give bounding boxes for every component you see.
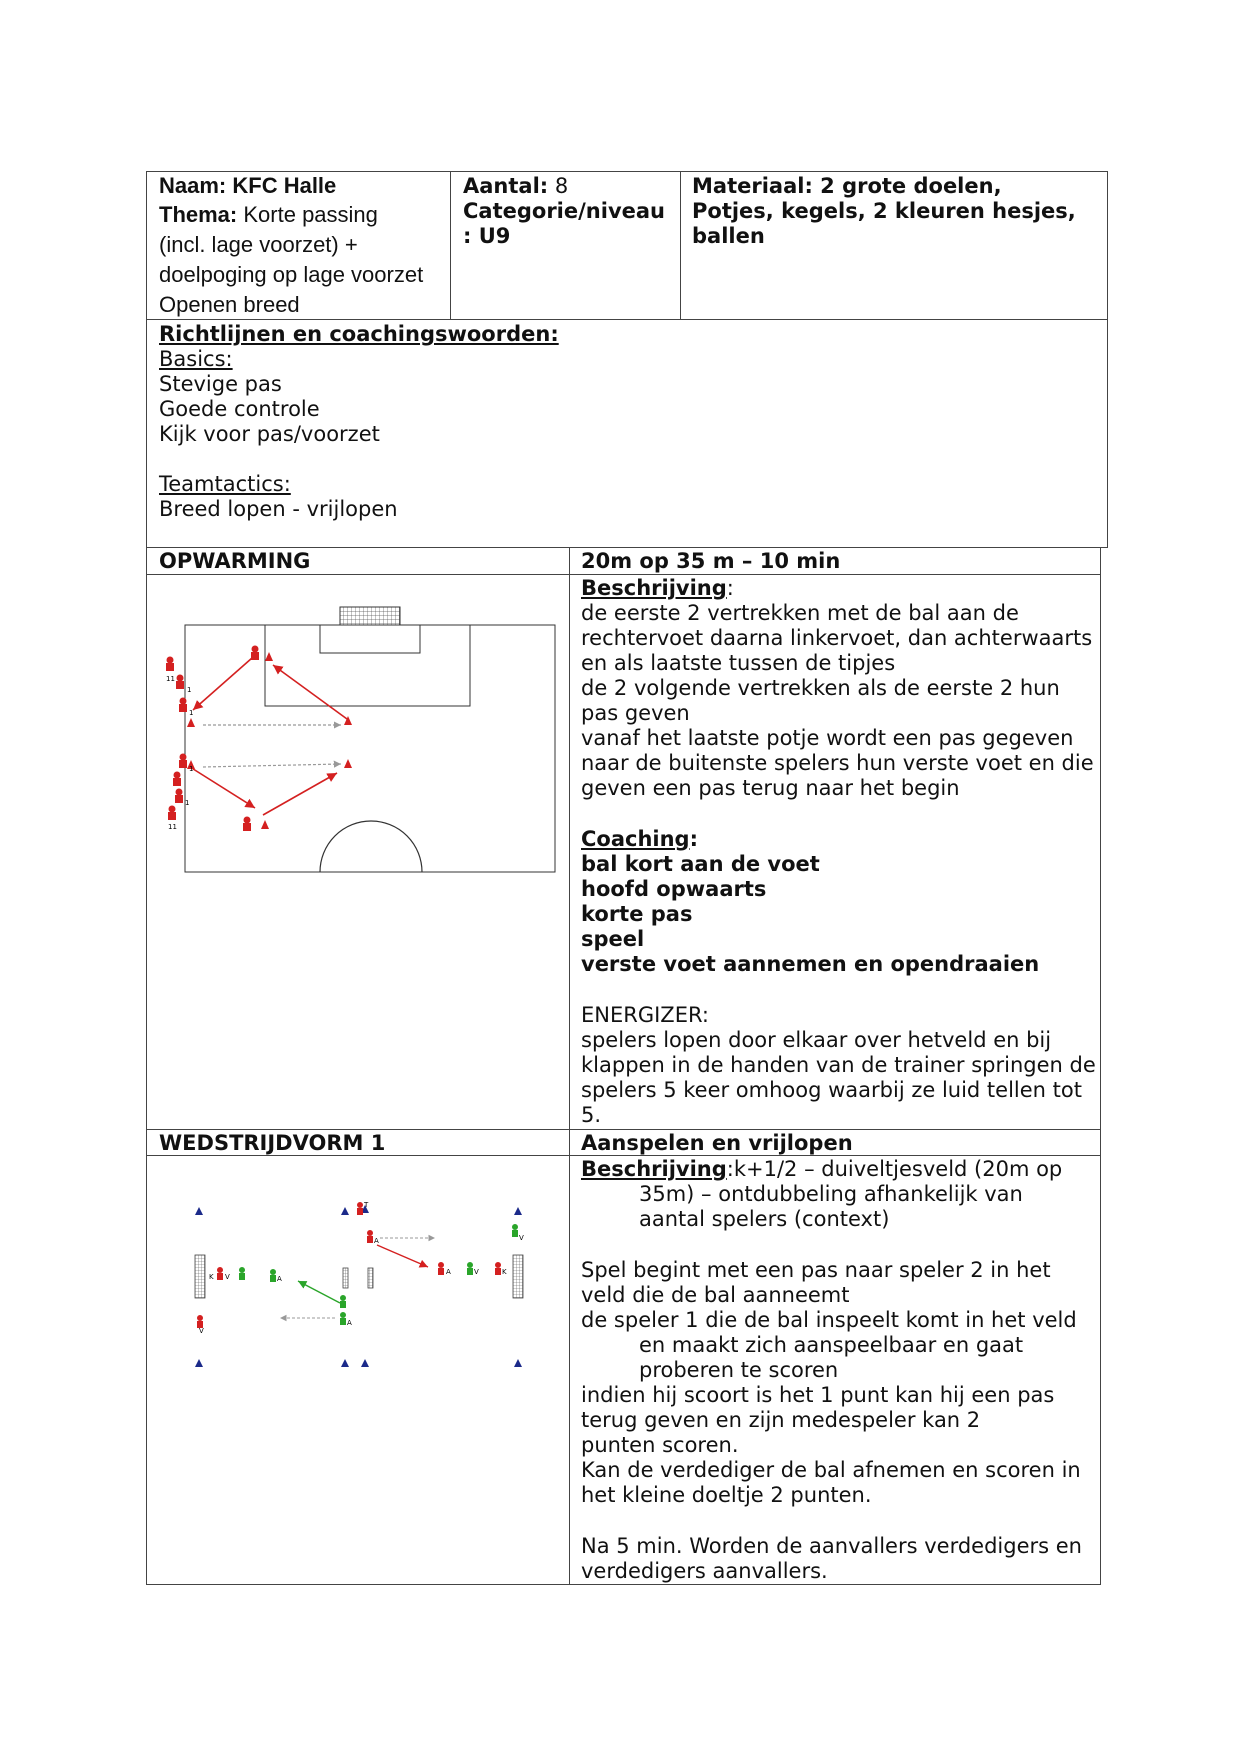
wedstrijd-line: Kan de verdediger de bal afnemen en scoren in — [581, 1458, 1081, 1482]
wedstrijd-diagram — [180, 1195, 540, 1380]
diagram-label: T — [364, 1201, 369, 1209]
basics-item-1: Goede controle — [159, 397, 320, 421]
wedstrijd-top-divider — [146, 1129, 1101, 1130]
wedstrijd-beschrijving-heading — [581, 1157, 1062, 1183]
thema-line — [159, 200, 378, 230]
opwarming-desc-line: rechtervoet daarna linkervoet, dan achterwaarts — [581, 626, 1093, 650]
cone — [361, 1359, 369, 1367]
energizer-line: spelers 5 keer omhoog waarbij ze luid tellen tot — [581, 1078, 1082, 1102]
diagram-label: 11 — [168, 823, 177, 831]
wedstrijd-title: WEDSTRIJDVORM 1 — [159, 1131, 386, 1155]
player — [438, 1262, 444, 1275]
diagram-label: 1 — [189, 765, 194, 773]
diagram-label: 1 — [187, 686, 192, 694]
basics-label: Basics: — [159, 347, 233, 371]
player — [168, 806, 176, 821]
basics-item-2: Kijk voor pas/voorzet — [159, 422, 380, 446]
diagram-label: 1 — [189, 709, 194, 717]
wedstrijd-line: indien hij scoort is het 1 punt kan hij een pas — [581, 1383, 1055, 1407]
pass-arrow — [263, 773, 337, 815]
diagram-label: A — [374, 1237, 379, 1245]
player — [166, 657, 174, 672]
energizer-label: ENERGIZER: — [581, 1003, 709, 1027]
wedstrijd-line: de speler 1 die de bal inspeelt komt in het veld — [581, 1308, 1077, 1332]
materiaal-line-2: ballen — [692, 224, 765, 248]
wedstrijd-line: veld die de bal aanneemt — [581, 1283, 850, 1307]
energizer-line: spelers lopen door elkaar over hetveld en bij — [581, 1028, 1052, 1052]
player — [179, 754, 187, 769]
wedstrijd-beschrijving-rest: :k+1/2 – duiveltjesveld (20m op — [726, 1157, 1063, 1181]
opwarming-desc-line: en als laatste tussen de tipjes — [581, 651, 896, 675]
cone — [341, 1359, 349, 1367]
cone — [514, 1359, 522, 1367]
wedstrijd-line: Spel begint met een pas naar speler 2 in het — [581, 1258, 1051, 1282]
diagram-label: V — [519, 1234, 524, 1242]
aantal-line — [463, 174, 568, 200]
diagram-label: V — [199, 1327, 204, 1335]
goal-net — [340, 607, 400, 625]
player — [243, 817, 251, 832]
wedstrijd-line: proberen te scoren — [639, 1358, 839, 1382]
thema-line-0: Korte passing — [243, 202, 378, 227]
pass-arrow — [193, 658, 252, 710]
coaching-line: bal kort aan de voet — [581, 852, 820, 876]
coaching-heading: Coaching: — [581, 827, 698, 851]
cone — [187, 718, 195, 727]
pass-arrow — [190, 767, 255, 808]
opwarming-beschrijving-heading: Beschrijving: — [581, 576, 734, 600]
player — [367, 1230, 373, 1243]
categorie-label: Categorie/niveau — [463, 199, 665, 223]
wedstrijd-line: 35m) – ontdubbeling afhankelijk van — [639, 1182, 1023, 1206]
wedstrijd-subtitle: Aanspelen en vrijlopen — [581, 1131, 853, 1155]
diagram-label: K — [209, 1273, 214, 1281]
diagram-label: A — [446, 1268, 451, 1276]
coaching-line: hoofd opwaarts — [581, 877, 767, 901]
sessions-col-divider — [569, 547, 570, 1585]
thema-line-1: (incl. lage voorzet) + — [159, 232, 358, 257]
naam-label: Naam: — [159, 173, 227, 198]
player — [179, 698, 187, 713]
goal-left — [195, 1255, 205, 1298]
header-col-divider-2 — [680, 171, 681, 319]
player — [340, 1295, 346, 1308]
small-goal — [368, 1268, 373, 1288]
categorie-value: : U9 — [463, 224, 511, 248]
cone — [341, 1207, 349, 1215]
thema-line-3: Openen breed — [159, 292, 300, 317]
player — [495, 1262, 501, 1275]
player — [175, 789, 183, 804]
opwarming-desc-line: vanaf het laatste potje wordt een pas gegeven — [581, 726, 1074, 750]
pass-arrow — [377, 1245, 428, 1267]
player — [176, 675, 184, 690]
opwarming-desc-line: de eerste 2 vertrekken met de bal aan de — [581, 601, 1019, 625]
thema-label: Thema: — [159, 202, 238, 227]
player — [217, 1267, 223, 1280]
cone — [195, 1359, 203, 1367]
basics-item-0: Stevige pas — [159, 372, 282, 396]
opwarming-desc-line: de 2 volgende vertrekken als de eerste 2 hun — [581, 676, 1060, 700]
naam-line — [159, 171, 336, 201]
opwarming-desc-line: geven een pas terug naar het begin — [581, 776, 960, 800]
opwarming-desc-line: naar de buitenste spelers hun verste voet en die — [581, 751, 1094, 775]
cone — [514, 1207, 522, 1215]
header-col-divider-1 — [450, 171, 451, 319]
energizer-line: 5. — [581, 1103, 602, 1127]
player — [512, 1224, 518, 1237]
goal-area — [320, 625, 420, 653]
thema-line-2: doelpoging op lage voorzet — [159, 262, 424, 287]
diagram-label: 11 — [166, 675, 175, 683]
teamtactics-item-0: Breed lopen - vrijlopen — [159, 497, 398, 521]
wedstrijd-line: Na 5 min. Worden de aanvallers verdedigers en — [581, 1534, 1082, 1558]
pitch-outline — [185, 625, 555, 872]
naam-value: KFC Halle — [232, 173, 337, 198]
cone — [195, 1207, 203, 1215]
opwarming-desc-line: pas geven — [581, 701, 690, 725]
materiaal-line-1: Potjes, kegels, 2 kleuren hesjes, — [692, 199, 1076, 223]
player — [357, 1202, 363, 1215]
materiaal-line-0: Materiaal: 2 grote doelen, — [692, 174, 1002, 198]
coaching-line: korte pas — [581, 902, 693, 926]
opwarming-diagram — [155, 595, 565, 880]
player — [251, 646, 259, 661]
wedstrijd-line: en maakt zich aanspeelbaar en gaat — [639, 1333, 1024, 1357]
diagram-label: K — [502, 1268, 507, 1276]
teamtactics-label: Teamtactics: — [159, 472, 291, 496]
wedstrijd-line: verdedigers aanvallers. — [581, 1559, 828, 1583]
opwarming-beschrijving-label: Beschrijving — [581, 576, 727, 600]
pass-arrow — [298, 1281, 340, 1303]
penalty-area — [265, 625, 470, 706]
pass-arrow — [273, 665, 347, 719]
opwarming-size: 20m op 35 m – 10 min — [581, 549, 841, 573]
center-circle — [320, 821, 422, 872]
diagram-label: A — [347, 1319, 352, 1327]
wedstrijd-line: aantal spelers (context) — [639, 1207, 890, 1231]
diagram-label: V — [474, 1268, 479, 1276]
aantal-value: 8 — [554, 174, 569, 198]
player — [467, 1262, 473, 1275]
wedstrijd-line: het kleine doeltje 2 punten. — [581, 1483, 872, 1507]
diagram-label: A — [277, 1275, 282, 1283]
player — [340, 1312, 346, 1325]
energizer-line: klappen in de handen van de trainer springen de — [581, 1053, 1096, 1077]
cone — [344, 759, 352, 768]
cone — [265, 652, 273, 661]
small-goal — [343, 1268, 348, 1288]
opwarming-title: OPWARMING — [159, 549, 311, 573]
run-arrow — [203, 764, 341, 767]
player — [270, 1269, 276, 1282]
coaching-line: speel — [581, 927, 645, 951]
cone — [261, 820, 269, 829]
aantal-label: Aantal: — [463, 174, 549, 198]
diagram-label: 1 — [185, 799, 190, 807]
coaching-label: Coaching — [581, 827, 690, 851]
diagram-label: V — [225, 1273, 230, 1281]
wedstrijd-line: punten scoren. — [581, 1433, 739, 1457]
wedstrijd-line: terug geven en zijn medespeler kan 2 — [581, 1408, 981, 1432]
player — [239, 1267, 245, 1280]
player — [173, 772, 181, 787]
goal-right — [513, 1255, 523, 1298]
coaching-line: verste voet aannemen en opendraaien — [581, 952, 1040, 976]
wedstrijd-beschrijving-label: Beschrijving — [581, 1157, 727, 1181]
guidelines-title: Richtlijnen en coachingswoorden: — [159, 322, 559, 346]
